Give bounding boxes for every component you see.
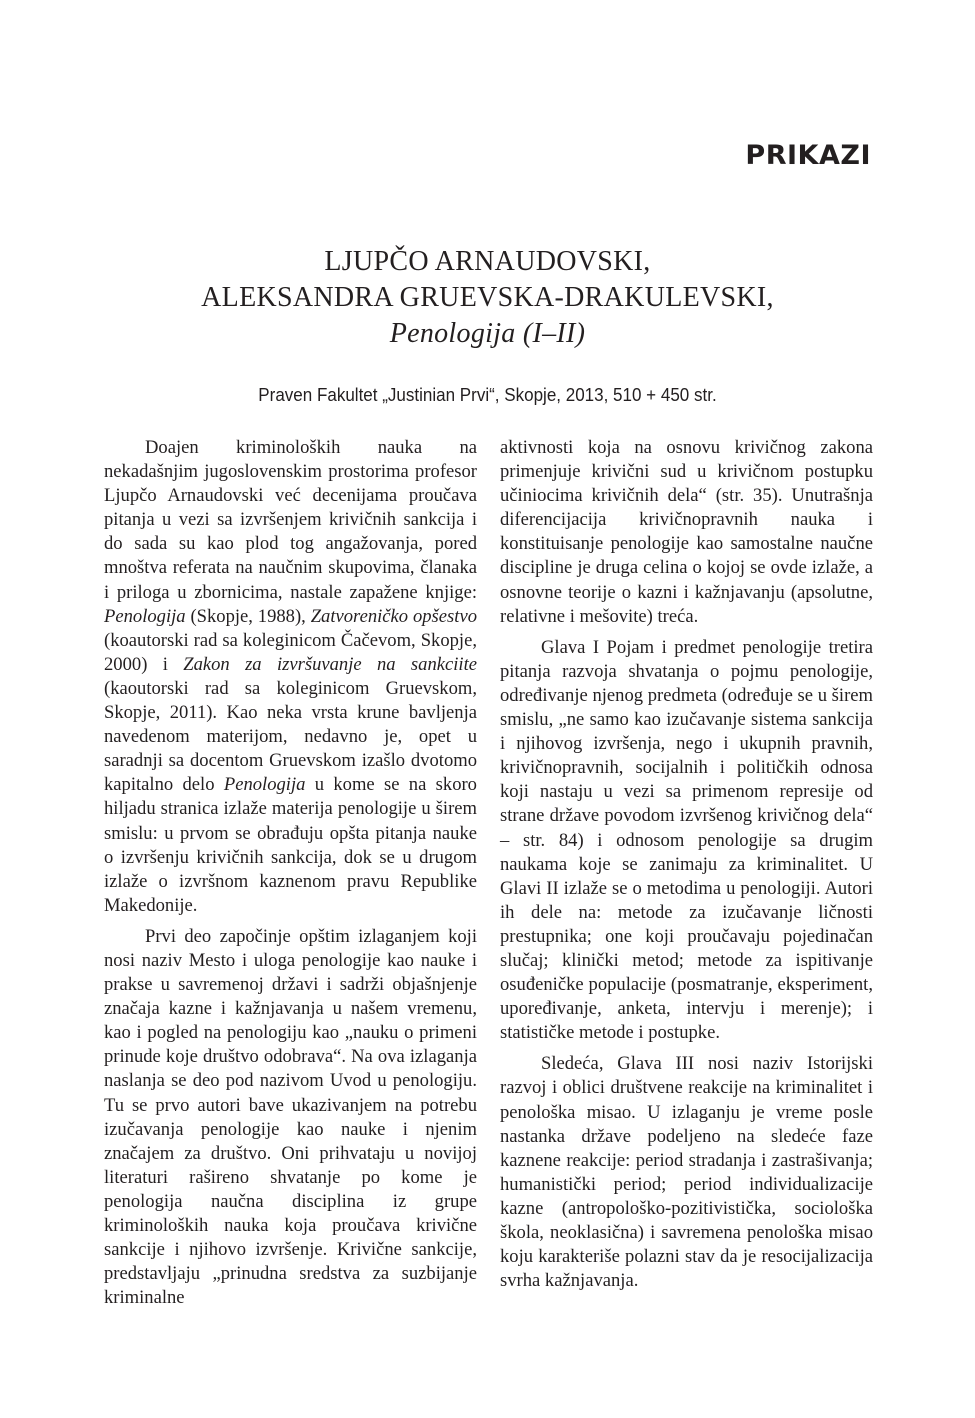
left-column xyxy=(104,436,477,1317)
author-line-2: ALEKSANDRA GRUEVSKA-DRAKULEVSKI, xyxy=(201,282,774,313)
body-text: (koautorski rad sa koleginicom Čačevom, Skopje, 2000) i xyxy=(104,629,477,675)
review-title-block xyxy=(0,244,975,352)
body-text: Doajen kriminoloških nauka na nekadašnjim jugoslovenskim prostorima profesor Ljupčo Arnaudovski već decenijama proučava pitanja u vezi sa izvršenjem krivičnih sankcija i do sada su kao plod tog angažovanja, pored mnoštva referata na naučnim skupovima, članaka i priloga u zbornicima, nastale zapažene knjige: xyxy=(104,437,477,603)
italic-title-text: Zakon za izvršuvanje na sankciite xyxy=(183,653,477,675)
body-text: u kome se na skoro hiljadu stranica izlaže materija penologije u širem smislu: u prvom se obrađuju opšta pitanja nauke o izvršenju krivičnih sankcija, dok se u drugom izlaže o izvršnom kaznenom pravu Republike Makedonije. xyxy=(104,774,477,916)
paragraph xyxy=(104,925,477,1311)
body-text: Glava I Pojam i predmet penologije tretira pitanja razvoja shvatanja o pojmu penologije, određivanje njenog predmeta (određuje se u širem smislu, „ne samo kao izučavanje sistema sankcija i njihovog izvršenja, nego i ukupnih pravnih, krivičnopravnih, socijalnih i političkih odnosa koji nastaju u vezi sa primenom represije od strane države povodom izvršenog krivičnog dela“ – str. 84) i odnosom penologije sa drugim naukama koje se zanimaju za kriminalitet. U Glavi II izlaže se o metodima u penologiji. Autori ih dele na: metode za izučavanje ličnosti prestupnika; one koji proučavaju pojedinačan slučaj; klinički metod; metode za ispitivanje osuđeničke populacije (posmatranje, eksperiment, upoređivanje, anketa, intervju i merenje); i statističke metode i postupke. xyxy=(500,636,873,1044)
author-line-1: LJUPČO ARNAUDOVSKI, xyxy=(324,246,651,277)
paragraph xyxy=(500,636,873,1046)
paragraph xyxy=(104,436,477,918)
paragraph xyxy=(500,1052,873,1293)
paragraph-continued xyxy=(500,436,873,629)
italic-title-text: Penologija xyxy=(104,605,186,627)
italic-title-text: Zatvoreničko opšestvo xyxy=(310,605,477,627)
book-title: Penologija (I–II) xyxy=(389,318,586,349)
body-text: Sledeća, Glava III nosi naziv Istorijski razvoj i oblici društvene reakcije na kriminalitet i penološka misao. U izlaganju je vreme posle nastanka države podeljeno na sledeće faze kaznene reakcije: period stradanja i zastrašivanja; humanistički period; period individualizacije kazne (antropološko-pozitivistička, sociološka škola, neoklasična) i savremena penološka misao koju karakteriše polazni stav da je resocijalizacija svrha kažnjavanja. xyxy=(500,1053,873,1292)
italic-title-text: Penologija xyxy=(223,774,306,796)
section-label: PRIKAZI xyxy=(745,140,871,171)
body-text: Prvi deo započinje opštim izlaganjem koji nosi naziv Mesto i uloga penologije kao nauke i prakse u savremenoj državi i sadrži objašnjenje značaja kazne i kažnjavanja u našem vremenu, kao i pogled na penologiju kao „nauku o primeni prinude koje društvo odobrava“. Na ova izlaganja naslanja se deo pod nazivom Uvod u penologiju. Tu se prvo autori bave ukazivanjem na potrebu izučavanja penologije kao nauke i njenim značajem za društvo. Oni prihvataju u novijoj literaturi rašireno shvatanje po kome je penologija naučna disciplina iz grupe kriminoloških nauka koja proučava krivične sankcije i njihovo izvršenje. Krivične sankcije, predstavljaju „prinudna sredstva za suzbijanje kriminalne xyxy=(104,925,477,1309)
body-text: aktivnosti koja na osnovu krivičnog zakona primenjuje krivični sud u krivičnom postupku učiniocima krivičnih dela“ (str. 35). Unutrašnja diferencijacija krivičnopravnih nauka i konstituisanje penologije kao samostalne naučne discipline je druga celina o kojoj se ovde izlaže, a osnovne teorije o kazni i kažnjavanju (apsolutne, relativne i mešovite) treća. xyxy=(500,437,873,627)
body-text: (kaoutorski rad sa koleginicom Gruevskom, Skopje, 2011). Kao neka vrsta krune bavljenja navedenom materijom, nedavno je, opet u saradnji sa docentom Gruevskom izašlo dvotomo kapitalno delo xyxy=(104,677,477,796)
body-text: (Skopje, 1988), xyxy=(185,605,311,627)
right-column xyxy=(500,436,873,1300)
publication-info: Praven Fakultet „Justinian Prvi“, Skopje, 2013, 510 + 450 str. xyxy=(258,384,717,405)
